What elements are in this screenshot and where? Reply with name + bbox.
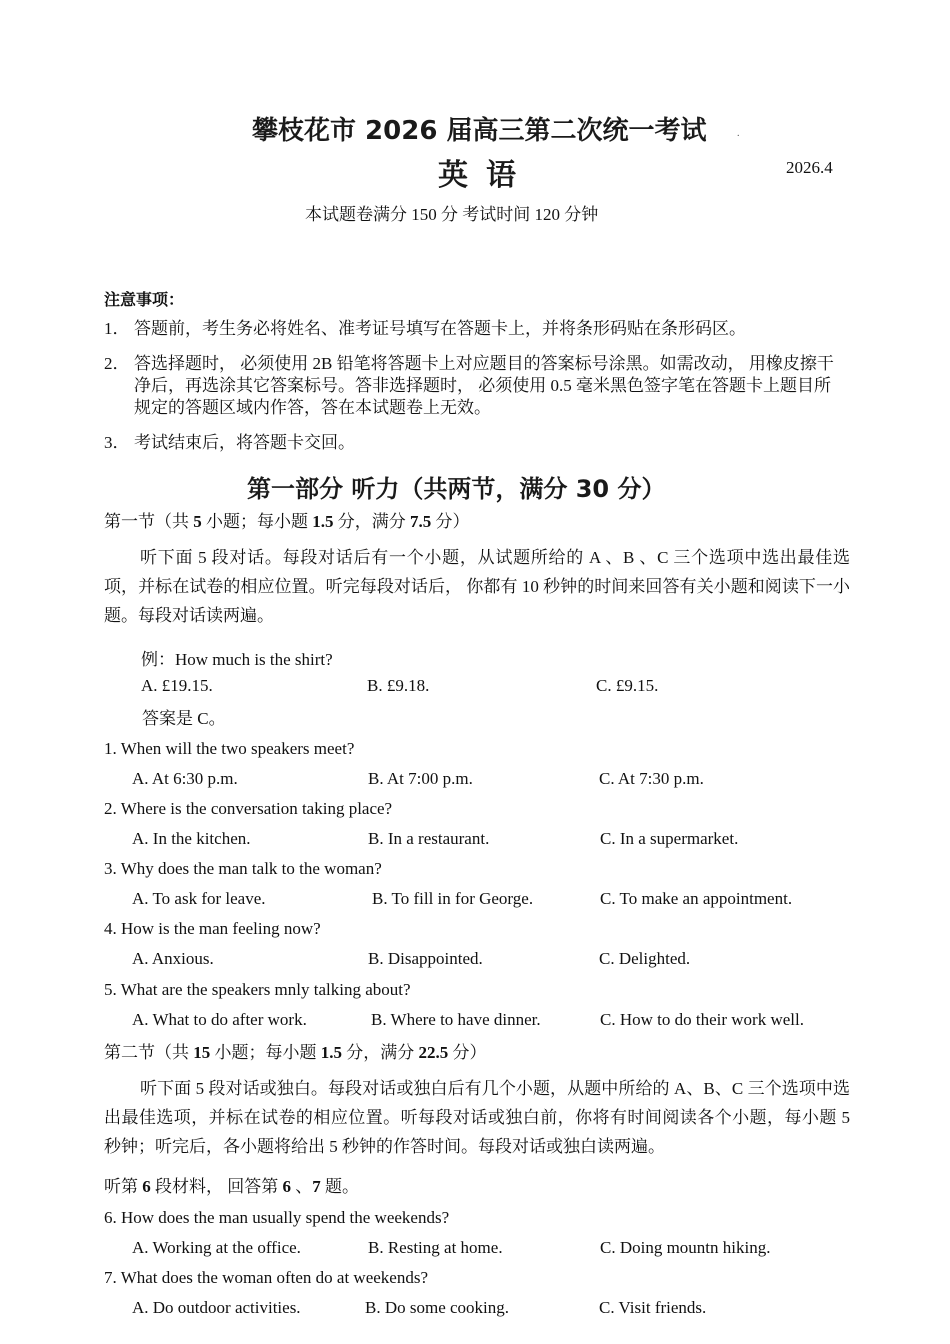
option-a: A. Anxious.: [132, 949, 214, 968]
note-number: 2．: [104, 354, 130, 373]
option-a: A. Working at the office.: [132, 1238, 301, 1257]
note-text: 答题前，考生务必将姓名、准考证号填写在答题卡上，并将条形码贴在条形码区。: [134, 319, 746, 338]
material-number: 6: [142, 1177, 151, 1196]
exam-date: 2026.4: [786, 158, 833, 177]
section1-per-score: 1.5: [312, 512, 334, 531]
section1-heading-text: 分，满分: [333, 512, 410, 531]
note-number: 1．: [104, 319, 130, 338]
note-item: [104, 353, 844, 419]
option-c: C. At 7:30 p.m.: [599, 769, 704, 788]
note-text: 答选择题时， 必须使用 2B 铅笔将答题卡上对应题目的答案标号涂黑。如需改动， 用橡皮擦干净后，再选涂其它答案标号。答非选择题时， 必须使用 0.5 毫米黑色签字笔在答题卡上题目所规定的答题区域内作答，答在本试题卷上无效。: [134, 354, 834, 417]
section2-heading-text: 第二节（共: [104, 1043, 194, 1062]
example-option-c: C. £9.15.: [596, 676, 659, 695]
material-text: 段材料， 回答第: [150, 1177, 283, 1196]
section2-per-score: 1.5: [320, 1043, 342, 1062]
decorative-dot: .: [737, 128, 740, 139]
example-question: 例：How much is the shirt?: [141, 650, 333, 669]
section1-instructions: 听下面 5 段对话。每段对话后有一个小题，从试题所给的 A 、B 、C 三个选项中选出最佳选项，并标在试卷的相应位置。听完每段对话后， 你都有 10 秒钟的时间来回答有关小题和阅读下一小题。每段对话读两遍。: [104, 548, 850, 625]
score-time-info: 本试题卷满分 150 分 考试时间 120 分钟: [305, 205, 599, 224]
option-a: A. At 6:30 p.m.: [132, 769, 238, 788]
section1-heading: [104, 511, 470, 533]
option-a: A. Do outdoor activities.: [132, 1298, 301, 1317]
option-c: C. Doing mountn hiking.: [600, 1238, 771, 1257]
option-c: C. Visit friends.: [599, 1298, 707, 1317]
option-b: B. Resting at home.: [368, 1238, 503, 1257]
notes-heading: 注意事项：: [104, 290, 185, 309]
question-text: 3. Why does the man talk to the woman?: [104, 859, 382, 878]
question-text: 5. What are the speakers mnly talking about?: [104, 980, 411, 999]
section1-total-score: 7.5: [410, 512, 432, 531]
section1-heading-text: 小题；每小题: [201, 512, 313, 531]
option-a: A. What to do after work.: [132, 1010, 307, 1029]
section2-count: 15: [193, 1043, 211, 1062]
question-text: 6. How does the man usually spend the weekends?: [104, 1208, 450, 1227]
material-question-start: 6: [282, 1177, 291, 1196]
option-c: C. Delighted.: [599, 949, 691, 968]
section1-heading-text: 第一节（共: [104, 512, 194, 531]
option-b: B. Where to have dinner.: [371, 1010, 541, 1029]
exam-title: 攀枝花市 2026 届高三第二次统一考试: [252, 116, 707, 146]
option-b: B. Do some cooking.: [365, 1298, 510, 1317]
material-text: 题。: [320, 1177, 359, 1196]
section2-heading-text: 分）: [448, 1043, 487, 1062]
section2-heading: [104, 1042, 487, 1064]
subject-title: 英语: [438, 158, 534, 193]
note-item: [104, 318, 844, 340]
option-c: C. In a supermarket.: [600, 829, 739, 848]
option-b: B. To fill in for George.: [372, 889, 534, 908]
example-option-b: B. £9.18.: [367, 676, 430, 695]
example-answer: 答案是 C。: [142, 709, 226, 728]
note-number: 3．: [104, 433, 130, 452]
example-option-a: A. £19.15.: [141, 676, 213, 695]
question-text: 4. How is the man feeling now?: [104, 919, 321, 938]
section2-instructions: 听下面 5 段对话或独白。每段对话或独白后有几个小题，从题中所给的 A、B、C 三个选项中选出最佳选项，并标在试卷的相应位置。听每段对话或独白前，你将有时间阅读各个小题，每小题 5 秒钟；听完后，各小题将给出 5 秒钟的作答时间。每段对话或独白读两遍。: [104, 1079, 850, 1156]
material-question-end: 7: [312, 1177, 321, 1196]
question-text: 7. What does the woman often do at weekends?: [104, 1268, 429, 1287]
section1-count: 5: [193, 512, 202, 531]
option-c: C. To make an appointment.: [600, 889, 793, 908]
section2-heading-text: 小题；每小题: [210, 1043, 321, 1062]
material-text: 听第: [104, 1177, 143, 1196]
option-c: C. How to do their work well.: [600, 1010, 804, 1029]
note-item: [104, 432, 844, 454]
option-a: A. To ask for leave.: [132, 889, 266, 908]
section2-total-score: 22.5: [418, 1043, 449, 1062]
part1-heading: 第一部分 听力（共两节，满分 30 分）: [247, 475, 666, 503]
material-text: 、: [291, 1177, 313, 1196]
option-a: A. In the kitchen.: [132, 829, 251, 848]
note-text: 考试结束后，将答题卡交回。: [134, 433, 355, 452]
question-text: 2. Where is the conversation taking place?: [104, 799, 393, 818]
material-instruction: [104, 1176, 359, 1198]
option-b: B. In a restaurant.: [368, 829, 490, 848]
section1-heading-text: 分）: [431, 512, 470, 531]
option-b: B. At 7:00 p.m.: [368, 769, 473, 788]
option-b: B. Disappointed.: [368, 949, 483, 968]
question-text: 1. When will the two speakers meet?: [104, 739, 355, 758]
section2-heading-text: 分，满分: [342, 1043, 419, 1062]
